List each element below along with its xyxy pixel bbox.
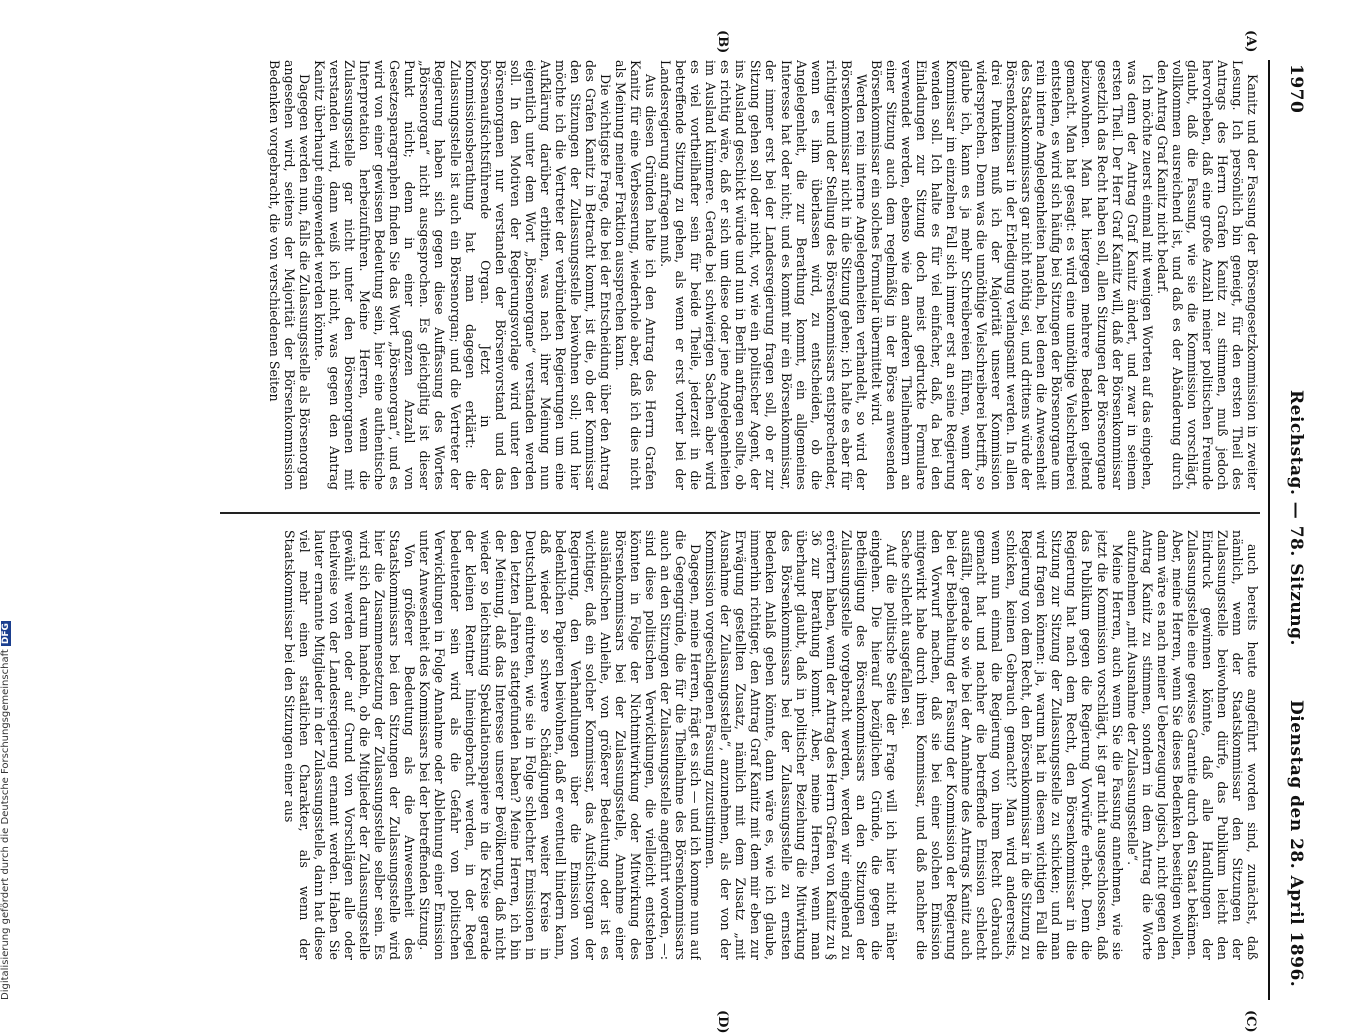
paragraph: Dagegen, meine Herren, frägt es sich — und ich komme nun auf die Gegengründe, die für die Theilnahme des Börsenkommissars auch an den Sitzungen der Zulassungsstelle angeführt worden, —: sind diese politischen Verwicklungen, die vielleicht entstehen könnten in Folge der Nichtmitwirkung oder Mitwirkung des Börsenkommissars bei der Zulassungsstelle, Annahme einer ausländischen Anleihe, von größerer Bedeutung oder ist es wichtiger, daß ein solcher Kommissar, das Aufsichtsorgan der Regierung, den Verhandlungen über die Emission von bedenklichen Papieren beiwohnen, daß er eventuell hindern kann, daß wieder so schwere Schädigungen weiter Kreise in Deutschland eintreten, wie sie in Folge schlechter Emissionen in den letzten Jahren stattgefunden haben? Meine Herren, ich bin der Meinung, daß das Interesse unserer Bevölkerung, daß nicht wieder so leichtsinnig Spekulationspapiere in die Kreise gerade der kleinen Rentner hineingebracht werden, in der Regel bedeutender sein wird als die Gefahr von politischen Verwicklungen in Folge Annahme oder Ablehnung einer Emission unter Anwesenheit des Kommissars bei der betreffenden Sitzung.: [417, 530, 704, 960]
left-column: [210, 60, 1260, 490]
paragraph: Meine Herren, auch wenn Sie die Fassung annehmen, wie sie jetzt die Kommission vorschlägt, ist gar nicht ausgeschlossen, daß das Publikum gegen die Regierung Vorwürfe erhebt. Denn die Regierung hat nach dem Recht, den Börsenkommissar in die Sitzung zur Sitzung der Zulassungsstelle zu schicken; und man wird fragen können: ja, warum hat in diesem wichtigen Fall die Regierung von dem Recht, den Börsenkommissar in die Sitzung zu schicken, keinen Gebrauch gemacht? Man wird andererseits, wenn nun einmal die Regierung von ihrem Recht Gebrauch gemacht hat und nachher die betreffende Emission schlecht ausfällt, gerade so wie bei der Annahme des Antrags Kanitz auch bei der Beibehaltung der Fassung der Kommission der Regierung den Vorwurf machen, daß sie bei einer solchen Emission mitgewirkt habe durch ihren Kommissar, und daß nachher die Sache schlecht ausgefallen sei.: [898, 530, 1125, 960]
dfg-logo: DFG: [1, 623, 11, 645]
paragraph: Kanitz und der Fassung der Börsengesetzkommission in zweiter Lesung. Ich persönlich bin geneigt, für den ersten Theil des Antrags des Herrn Grafen Kanitz zu stimmen, muß jedoch hervorheben, daß eine große Anzahl meiner politischen Freunde glaubt, daß die Fassung, wie sie die Kommission vorschlägt, vollkommen ausreichend ist, und daß es der Abänderung durch den Antrag Graf Kanitz nicht bedarf.: [1154, 60, 1260, 490]
page-header: [1278, 60, 1310, 1000]
paragraph: auch bereits heute angeführt worden sind, zunächst, daß nämlich, wenn der Staatskommissar den Sitzungen der Zulassungsstelle beiwohnen dürfe, das Publikum leicht den Eindruck gewinnen könnte, daß alle Handlungen der Zulassungsstelle eine gewisse Garantie durch den Staat bekämen. Aber, meine Herren, wenn Sie dieses Bedenken beseitigen wollen, dann wäre es nach meiner Ueberzeugung logisch, nicht gegen den Antrag Kanitz zu stimmen, sondern in dem Antrag die Worte aufzunehmen „mit Ausnahme der Zulassungsstelle“.: [1124, 530, 1260, 960]
paragraph: Ich möchte zuerst einmal mit wenigen Worten auf das eingehen, was denn der Antrag Graf Kanitz ändert, und zwar in seinem ersten Theil. Der Herr Graf Kanitz will, daß der Börsenkommissar gesetzlich das Recht haben soll, allen Sitzungen der Börsenorgane beizuwohnen. Man hat hiergegen mehrere Bedenken geltend gemacht. Man hat gesagt: es wird eine unnöthige Vielschreiberei entstehen, es wird sich häufig bei Sitzungen der Börsenorgane um rein interne Angelegenheiten handeln, bei denen die Anwesenheit des Staatskommissars gar nicht nöthig sei, und drittens würde der Börsenkommissar in der Erledigung verlangsamt werden. In allen drei Punkten muß ich der Majorität unserer Kommission widersprechen. Denn was die unnöthige Vielschreiberei betrifft, so glaube ich, kann es ja mehr Schreibereien führen, wenn der Kommissar im einzelnen Fall sich immer erst an seine Regierung wenden soll. Ich halte es für viel einfacher, daß, da bei den Einladungen zur Sitzung doch meist gedruckte Formulare verwendet werden, ebenso wie den anderen Theilnehmern an einer Sitzung auch dem regelmäßig in der Börse anwesenden Börsenkommissar ein solches Formular übermittelt wird.: [868, 60, 1155, 490]
page-date: Dienstag den 28. April 1896.: [1286, 700, 1306, 988]
column-divider: [220, 512, 1260, 514]
margin-mark-b: (B): [715, 30, 730, 54]
paragraph: Werden rein interne Angelegenheiten verhandelt, so wird der Börsenkommissar nicht in die Sitzung gehen; ich halte es aber für richtiger und der Stellung des Börsenkommissars entsprechender, wenn es ihm überlassen wird, zu entscheiden, ob die Angelegenheit, die zur Berathung kommt, ein allgemeines Interesse hat oder nicht; und es kommt mir ein Börsenkommissar, der immer erst bei der Landesregierung fragen soll, ob er zur Sitzung gehen soll oder nicht, vor, wie ein politischer Agent, der ins Ausland geschickt würde und nun in Berlin anfragen sollte, ob es richtig wäre, daß er sich um diese oder jene Angelegenheiten im Ausland kümmere. Gerade bei schwierigen Sachen aber wird es viel vortheilhafter sein für beide Theile, jederzeit in die betreffende Sitzung zu gehen, als wenn er erst vorher bei der Landesregierung anfragen muß.: [658, 60, 869, 490]
rotated-page: [20, 30, 1310, 1034]
paragraph: Die wichtigste Frage, die bei der Entscheidung über den Antrag des Grafen Kanitz in Betracht kommt, ist die, ob der Kommissar den Sitzungen der Zulassungsstelle beiwohnen soll; und hier möchte ich die Vertreter der verbündeten Regierungen um eine Aufklärung darüber erbitten, was nach ihrer Meinung nun eigentlich unter dem Wort „Börsenorgane“ verstanden werden soll. In den Motiven der Regierungsvorlage wird unter den Börsenorganen nur verstanden der Börsenvorstand und das börsenaufsichtsführende Organ. Jetzt in der Kommissionsberathung hat man dagegen erklärt: die Zulassungsstelle ist auch ein Börsenorgan; und die Vertreter der Regierung haben sich gegen diese Auffassung des Wortes „Börsenorgan“ nicht ausgesprochen. Es gleichgiltig ist dieser Punkt nicht; denn in einer ganzen Anzahl von Gesetzesparagraphen finden Sie das Wort „Börsenorgan“, und es wird von einer gewissen Bedeutung sein, hier eine authentische Interpretation herbeizuführen. Meine Herren, wenn die Zulassungsstelle gar nicht unter den Börsenorganen mit verstanden wird, dann weiß ich nicht, was gegen den Antrag Kanitz überhaupt eingewendet werden könnte.: [312, 60, 613, 490]
paragraph: Auf die politische Seite der Frage will ich hier nicht näher eingehen. Die hierauf bezüglichen Gründe, die gegen die Betheiligung des Börsenkommissars an den Sitzungen der Zulassungsstelle vorgebracht werden, werden wir eingehend zu erörtern haben, wenn der Antrag des Herrn Grafen von Kanitz zu § 36 zur Berathung kommt. Aber, meine Herren, wenn man überhaupt glaubt, daß in politischer Beziehung die Mitwirkung des Börsenkommissars bei der Zulassungsstelle zu ernsten Bedenken Anlaß geben könnte, dann wäre es, wie ich glaube, immerhin richtiger, den Antrag Graf Kanitz mit dem mir eben zur Erwägung gestellten Zusatz, nämlich mit dem Zusatz „mit Ausnahme der Zulassungsstelle“, anzunehmen, als der von der Kommission vorgeschlagenen Fassung zuzustimmen.: [703, 530, 899, 960]
paragraph: Von größerer Bedeutung als die Anwesenheit des Staatskommissars bei den Sitzungen der Zulassungsstelle wird hier die Zusammensetzung der Zulassungsstelle selber sein. Es wird sich darum handeln, ob die Mitglieder der Zulassungsstelle gewählt werden oder auf Grund von Vorschlägen alle oder theilweise von der Landesregierung ernannt werden. Haben Sie lauter ernannte Mitglieder in der Zulassungsstelle, dann hat diese viel mehr einen staatlichen Charakter, als wenn der Staatskommissar bei den Sitzungen einer aus: [282, 530, 418, 960]
header-rule: [1268, 60, 1270, 1000]
page-title: Reichstag. — 78. Sitzung.: [1286, 390, 1306, 646]
page-number: 1970: [1286, 64, 1306, 114]
paragraph: Dagegen werden nun, falls die Zulassungsstelle als Börsenorgan angesehen wird, seitens der Majorität der Börsenkommission Bedenken vorgebracht, die von verschiedenen Seiten: [266, 60, 313, 490]
margin-mark-a: (A): [1243, 30, 1258, 53]
paragraph: Aus diesen Gründen halte ich den Antrag des Herrn Grafen Kanitz für eine Verbesserung, wiederhole aber, daß ich dies nicht als Meinung meiner Fraktion aussprechen kann.: [613, 60, 659, 490]
digitization-note: [0, 621, 11, 1000]
margin-mark-d: (D): [715, 1010, 730, 1034]
digitization-text: Digitalisierung gefördert durch die Deutsche Forschungsgemeinschaft: [0, 649, 11, 1000]
margin-mark-c: (C): [1243, 1010, 1258, 1033]
right-column: [210, 530, 1260, 960]
